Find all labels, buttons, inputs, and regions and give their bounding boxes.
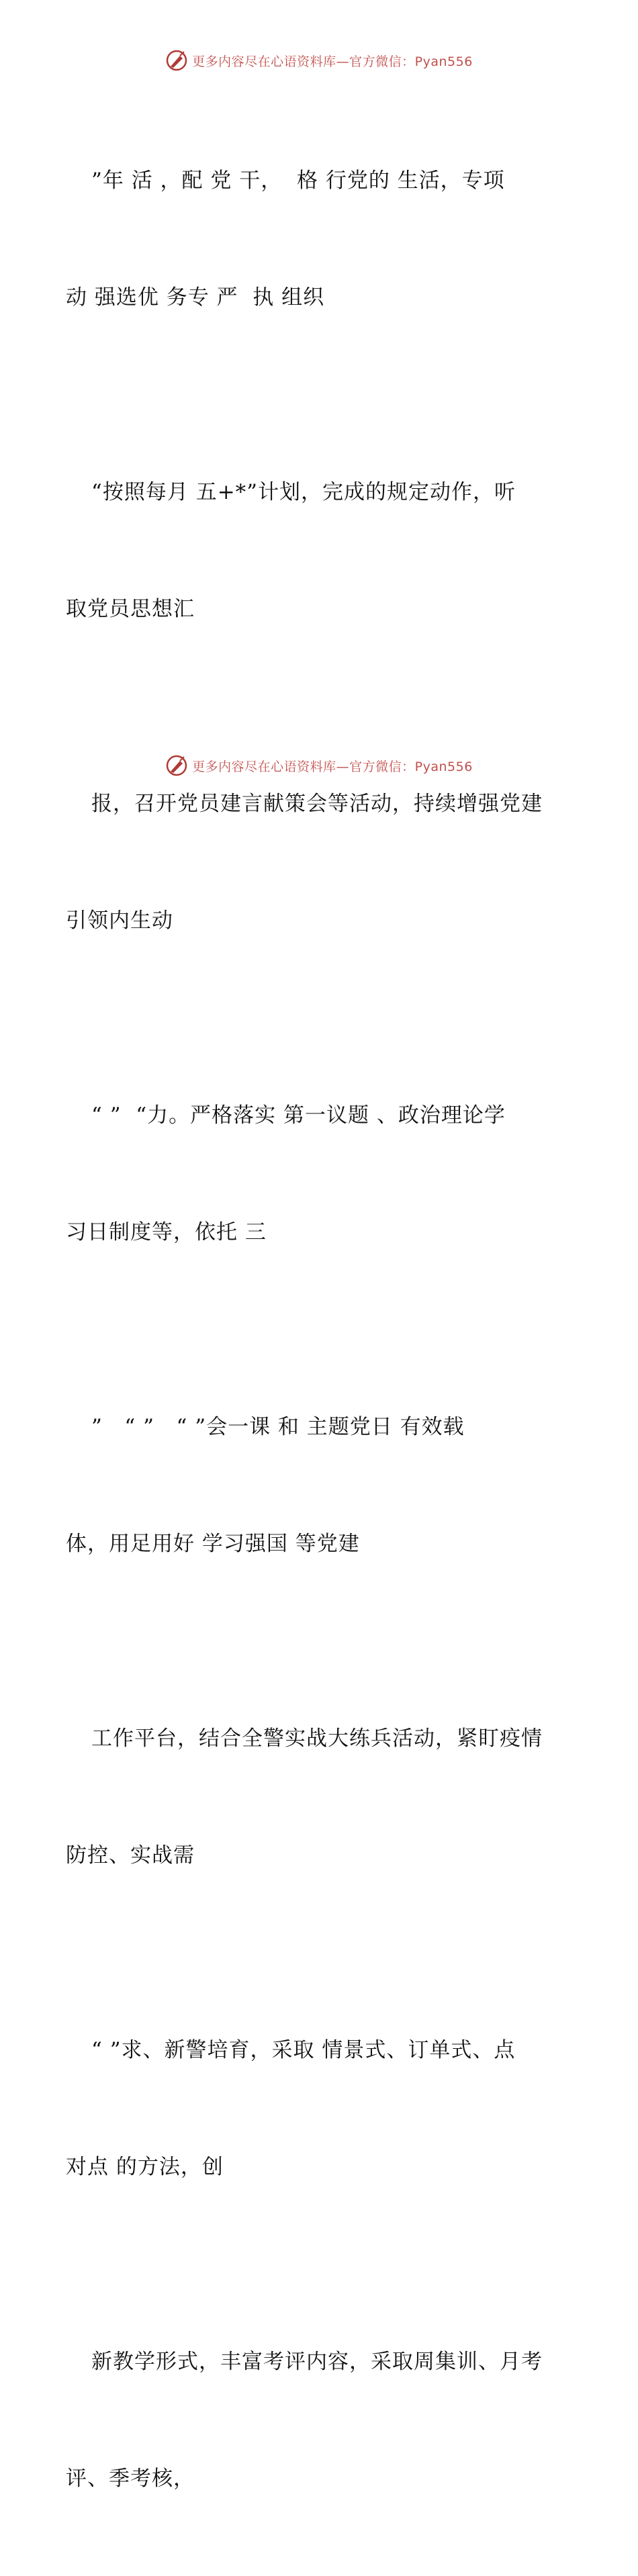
- paragraph-7: [66, 1953, 576, 2264]
- pen-logo-icon: [165, 49, 188, 72]
- paragraph-line: “ ”求、新警培育，采取 情景式、订单式、点: [91, 2038, 516, 2062]
- header-banner-text: 更多内容尽在心语资料库—官方微信：Pyan556: [192, 54, 473, 69]
- paragraph-6: [66, 1641, 576, 1953]
- paragraph-line: 取党员思想汇: [66, 597, 195, 621]
- footer-banner-text: 更多内容尽在心语资料库—官方微信：Pyan556: [192, 759, 473, 774]
- footer-banner: [0, 752, 638, 779]
- paragraph-line: 防控、实战需: [66, 1843, 195, 1868]
- paragraph-4: [66, 1018, 576, 1330]
- paragraph-line: ”年 活 ，配 党 干， 格 行党的 生活，专项: [91, 169, 505, 193]
- paragraph-2: [66, 395, 576, 706]
- paragraph-line: 工作平台，结合全警实战大练兵活动，紧盯疫情: [91, 1727, 543, 1751]
- paragraph-line: 习日制度等，依托 三: [66, 1220, 267, 1244]
- paragraph-line: 新教学形式，丰富考评内容，采取周集训、月考: [91, 2350, 543, 2374]
- paragraph-line: 动 强选优 务专 严 执 组织: [66, 285, 325, 310]
- paragraph-line: ” “ ” “ ”会一课 和 主题党日 有效载: [91, 1415, 465, 1439]
- paragraph-line: 体，用足用好 学习强国 等党建: [66, 1532, 360, 1556]
- paragraph-line: 对点 的方法，创: [66, 2155, 224, 2179]
- paragraph-line: “按照每月 五+*”计划，完成的规定动作，听: [91, 480, 516, 504]
- header-banner: [0, 47, 638, 74]
- paragraph-line: 引领内生动: [66, 909, 173, 933]
- paragraph-8: [66, 2264, 576, 2576]
- paragraph-line: 报，召开党员建言献策会等活动，持续增强党建: [91, 792, 543, 816]
- paragraph-5: [66, 1330, 576, 1641]
- paragraph-line: 评、季考核，: [66, 2467, 195, 2491]
- pen-logo-icon: [165, 754, 188, 777]
- paragraph-line: “ ” “力。严格落实 第一议题 、政治理论学: [91, 1103, 506, 1128]
- paragraph-1: [66, 83, 576, 395]
- document-body: [66, 83, 576, 2576]
